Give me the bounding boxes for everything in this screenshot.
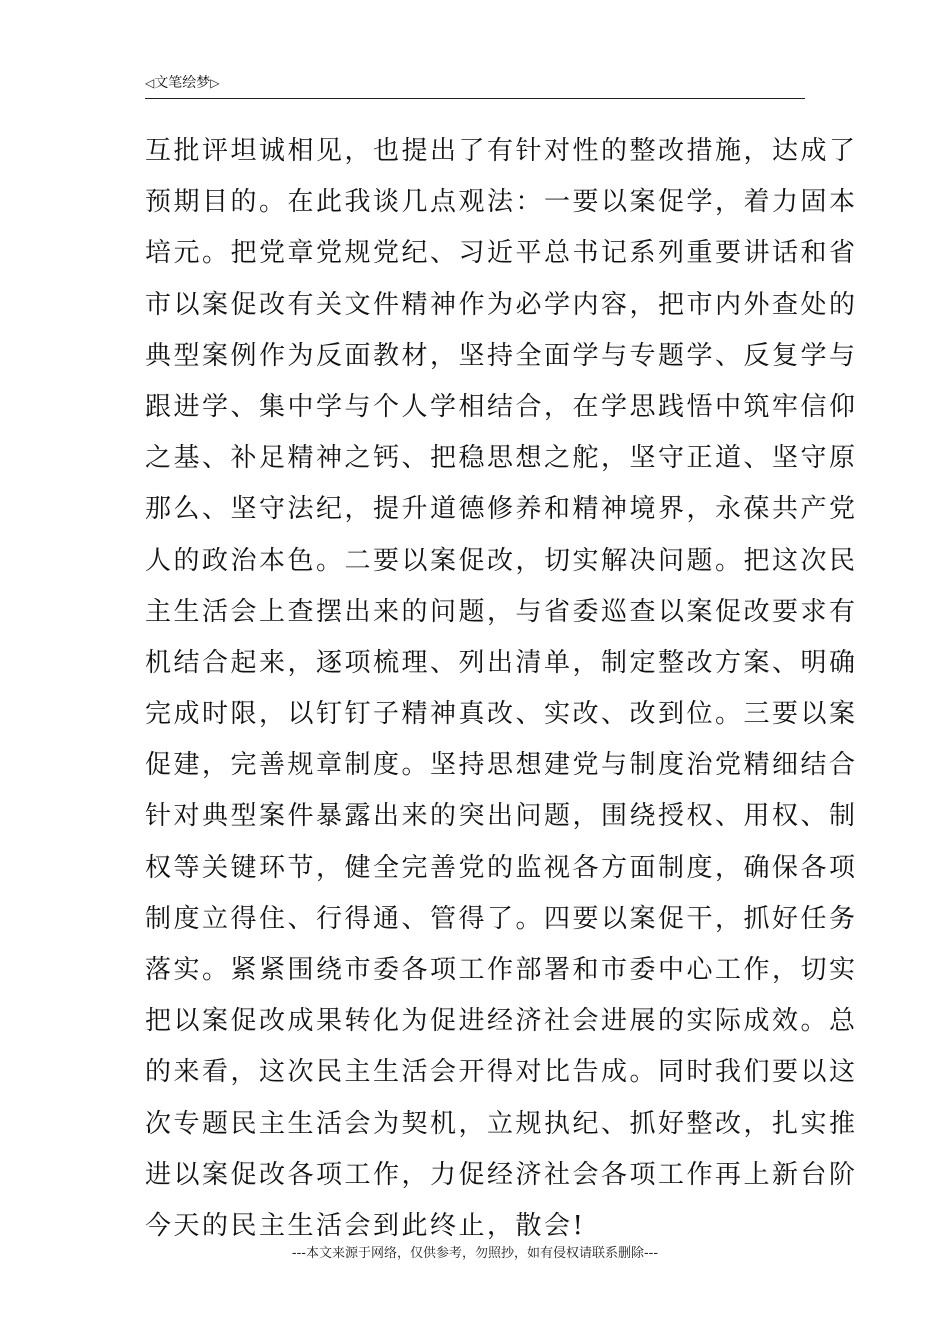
page-header [145,70,805,99]
text-line: 互批评坦诚相见，也提出了有针对性的整改措施，达成了 [145,136,858,166]
text-line: 主生活会上查摆出来的问题，与省委巡查以案促改要求有 [145,596,858,627]
text-line: 针对典型案件暴露出来的突出问题，围绕授权、用权、制 [145,801,858,832]
header-brand [145,74,219,92]
text-line: 机结合起来，逐项梳理、列出清单，制定整改方案、明确 [145,647,858,678]
text-line: 市以案促改有关文件精神作为必学内容，把市内外查处的 [145,289,858,320]
text-line: 落实。紧紧围绕市委各项工作部署和市委中心工作，切实 [145,955,858,985]
text-line: 把以案促改成果转化为促进经济社会进展的实际成效。总 [145,1006,858,1037]
text-line: 权等关键环节，健全完善党的监视各方面制度，确保各项 [145,852,858,883]
left-triangle-icon: ◁ [145,76,155,90]
text-line: 的来看，这次民主生活会开得对比告成。同时我们要以这 [145,1057,858,1088]
text-line: 跟进学、集中学与个人学相结合，在学思践悟中筑牢信仰 [145,391,858,422]
text-line: 那么、坚守法纪，提升道德修养和精神境界，永葆共产党 [145,494,858,525]
text-line: 预期目的。在此我谈几点观法：一要以案促学，着力固本 [145,187,858,218]
brand-name: 文笔绘梦 [154,75,211,91]
text-line: 进以案促改各项工作，力促经济社会各项工作再上新台阶 [145,1159,858,1190]
text-line: 典型案例作为反面教材，坚持全面学与专题学、反复学与 [145,340,858,371]
text-line: 完成时限，以钉钉子精神真改、实改、改到位。三要以案 [145,699,858,730]
text-line: 制度立得住、行得通、管得了。四要以案促干，抓好任务 [145,903,858,934]
text-line: 促建，完善规章制度。坚持思想建党与制度治党精细结合 [145,750,858,781]
footer-disclaimer: ---本文来源于网络，仅供参考，勿照抄，如有侵权请联系删除--- [291,1246,659,1261]
text-line: 次专题民主生活会为契机，立规执纪、抓好整改，扎实推 [145,1108,858,1139]
right-triangle-icon: ▷ [210,76,220,90]
body-text [145,126,858,1252]
text-line: 之基、补足精神之钙、把稳思想之舵，坚守正道、坚守原 [145,443,858,474]
text-line: 人的政治本色。二要以案促改，切实解决问题。把这次民 [145,545,858,576]
text-line: 培元。把党章党规党纪、习近平总书记系列重要讲话和省 [145,238,858,269]
text-line: 今天的民主生活会到此终止，散会! [145,1210,586,1241]
